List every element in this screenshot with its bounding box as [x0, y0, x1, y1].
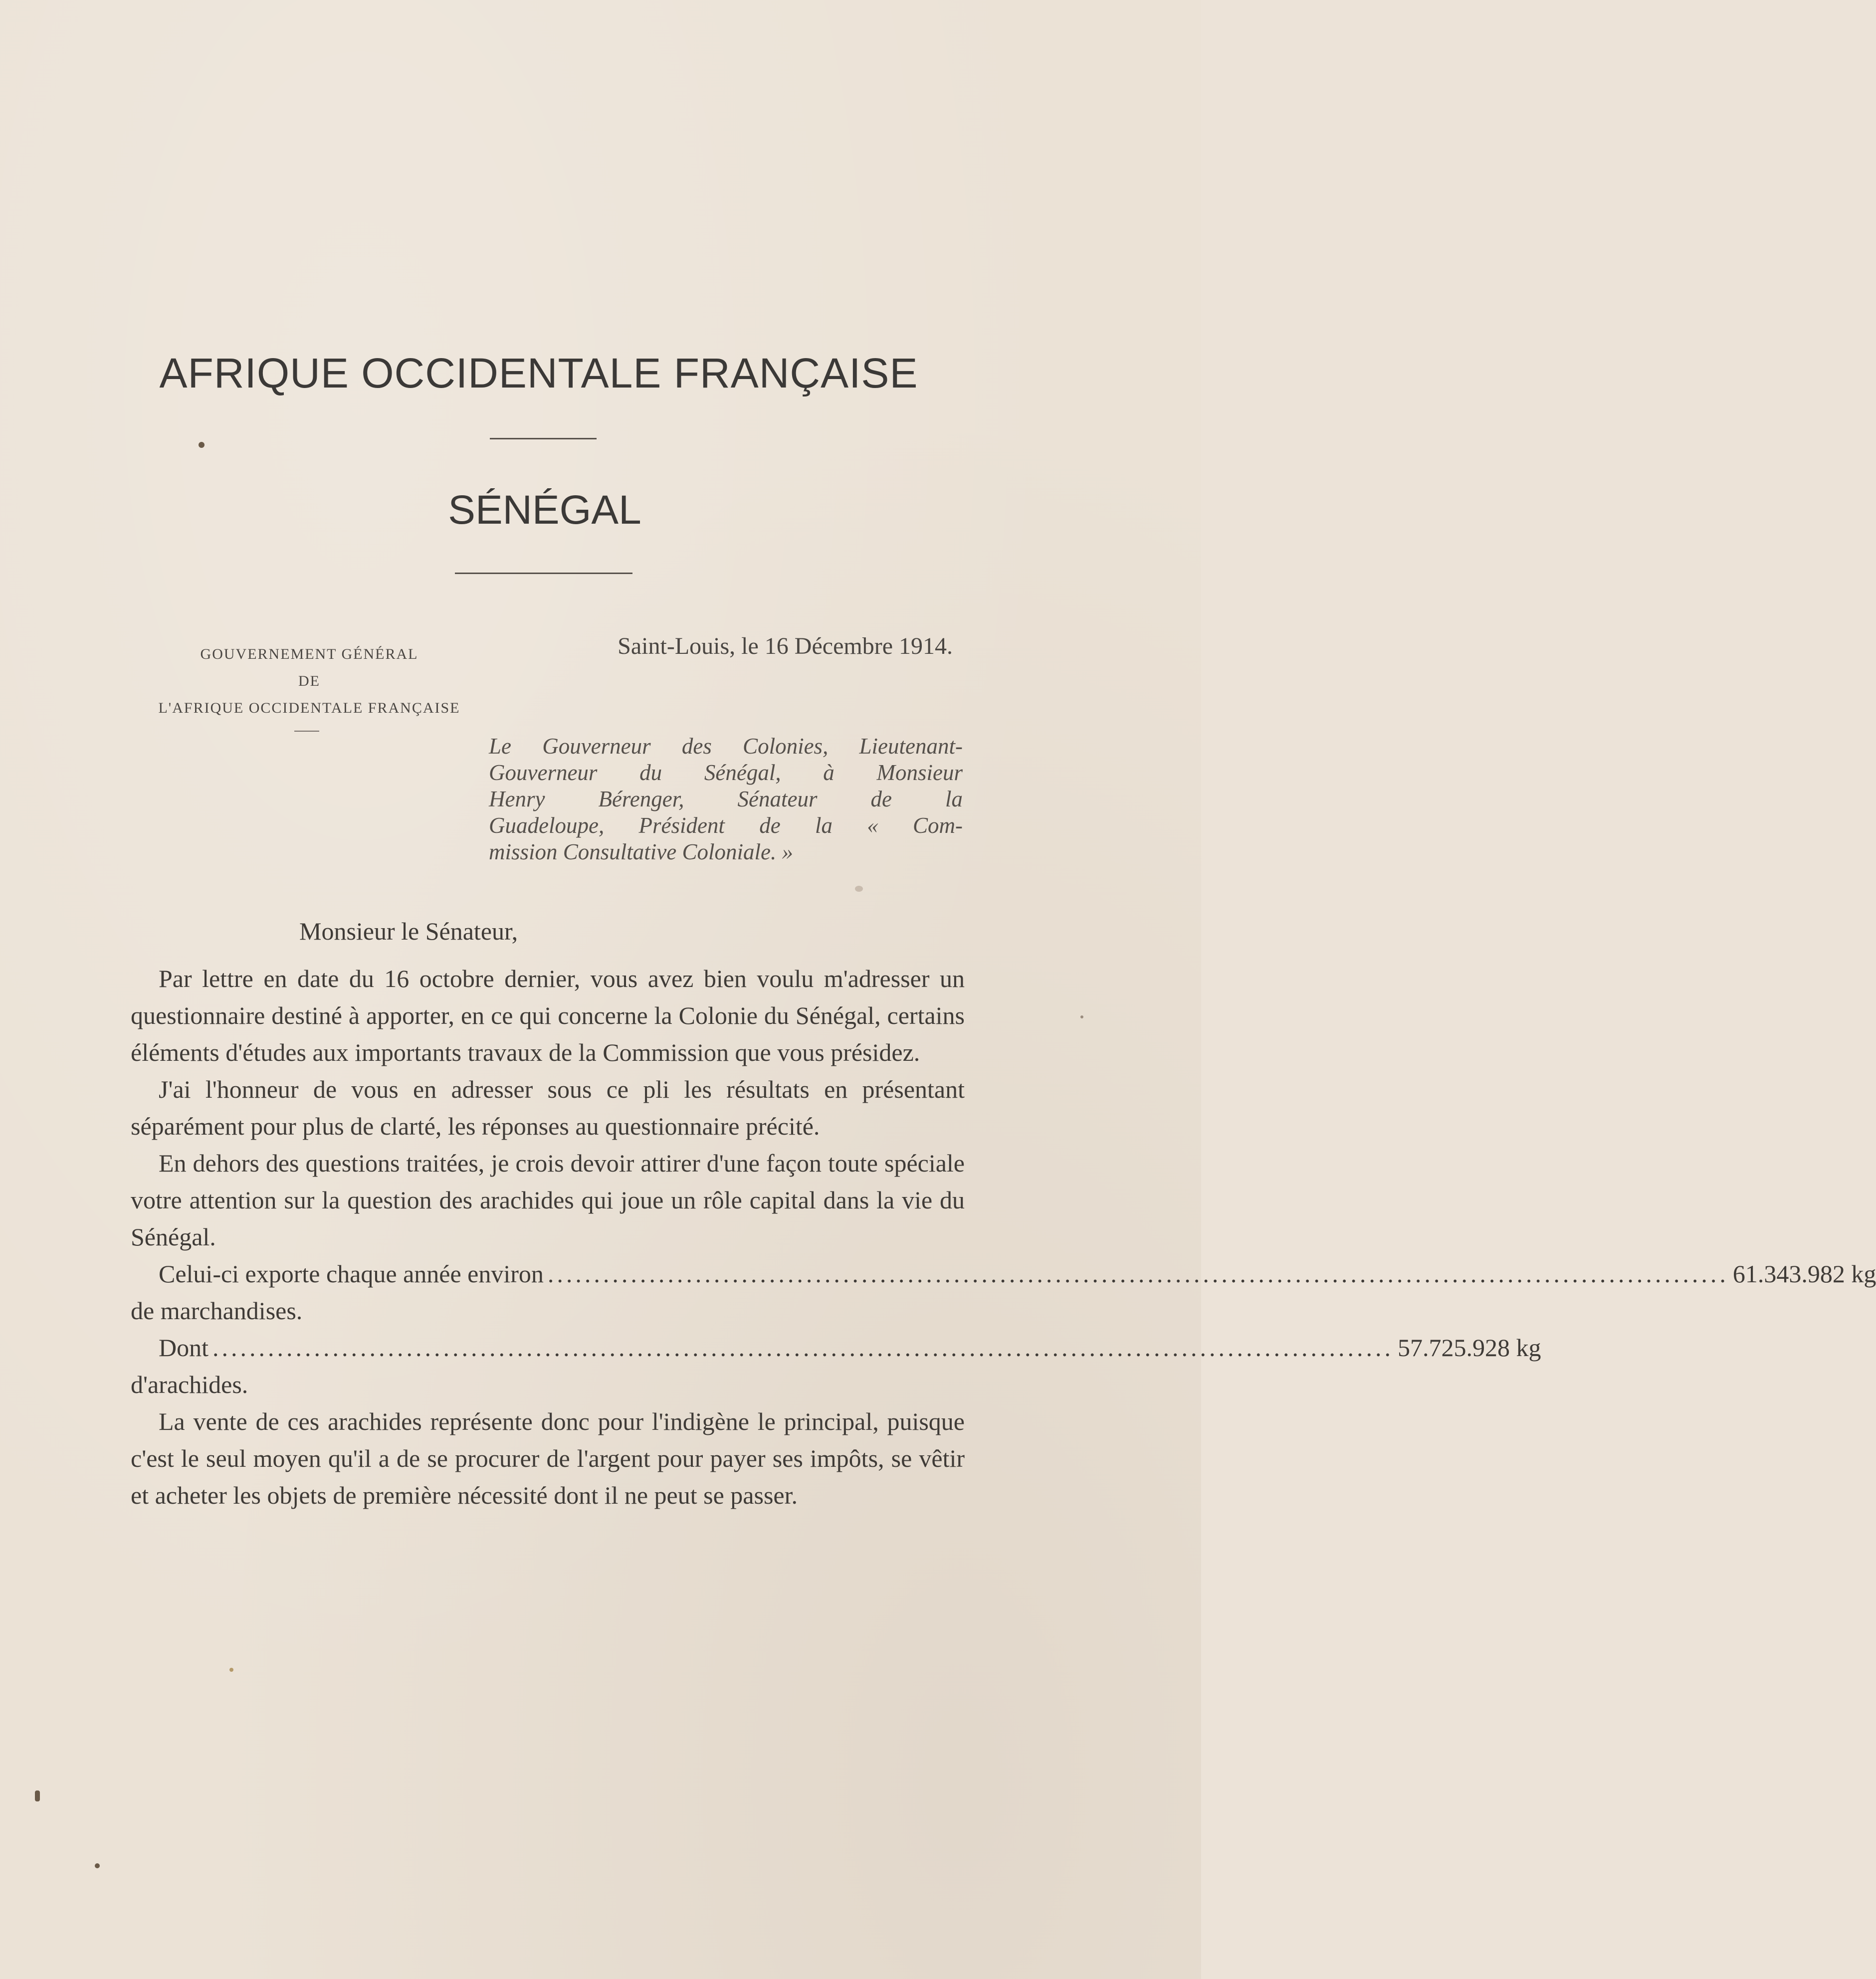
- paragraph-1: Par lettre en date du 16 octobre dernier, vous avez bien voulu m'adresser un questionnaire destiné à apporter, en ce qui concerne la Colonie du Sénégal, certains éléments d'études aux importants travaux de la Commission que vous présidez.: [131, 965, 965, 1066]
- issuer-line-1: GOUVERNEMENT GÉNÉRAL: [200, 646, 418, 662]
- paper-speck: [95, 1863, 100, 1868]
- addressee-line-2: Gouverneur du Sénégal, à Monsieur: [489, 760, 963, 785]
- document-subtitle: SÉNÉGAL: [448, 487, 641, 533]
- place-date: Saint-Louis, le 16 Décembre 1914.: [618, 633, 953, 659]
- paper-speck: [1080, 1015, 1083, 1018]
- export-value: 61.343.982 kg: [1732, 1260, 1876, 1288]
- issuer-block: [125, 641, 494, 722]
- export-label: Celui-ci exporte chaque année environ: [159, 1260, 544, 1288]
- export-continuation: de marchandises.: [131, 1297, 303, 1325]
- addressee-line-1: Le Gouverneur des Colonies, Lieutenant-: [489, 734, 963, 759]
- paragraph-4: La vente de ces arachides représente donc pour l'indigène le principal, puisque c'est le seul moyen qu'il a de se procurer de l'argent pour payer ses impôts, se vêtir et acheter les objets de première nécessité dont il ne peut se passer.: [131, 1407, 965, 1509]
- dont-row: [131, 1329, 1541, 1366]
- issuer-line-2: DE: [298, 673, 320, 689]
- paragraph-2: J'ai l'honneur de vous en adresser sous ce pli les résultats en présentant séparément pour plus de clarté, les réponses au questionnaire précité.: [131, 1075, 965, 1140]
- paper-speck: [855, 886, 863, 892]
- paper-speck: [35, 1790, 40, 1801]
- export-row: [131, 1255, 1876, 1292]
- title-rule: [490, 438, 597, 439]
- addressee-line-3: Henry Bérenger, Sénateur de la: [489, 787, 963, 811]
- addressee-line-5: mission Consultative Coloniale. »: [489, 839, 794, 864]
- dont-value: 57.725.928 kg: [1398, 1334, 1541, 1362]
- paragraph-3: En dehors des questions traitées, je crois devoir attirer d'une façon toute spéciale votre attention sur la question des arachides qui joue un rôle capital dans la vie du Sénégal.: [131, 1149, 965, 1251]
- export-leader: ................................................................................................................................: [547, 1260, 1729, 1288]
- dont-label: Dont: [159, 1334, 208, 1362]
- subtitle-rule: [455, 573, 632, 574]
- addressee-line-4: Guadeloupe, Président de la « Com-: [489, 813, 963, 838]
- letter-body: [131, 960, 1876, 1514]
- document-title: AFRIQUE OCCIDENTALE FRANÇAISE: [159, 350, 918, 396]
- issuer-dash: [294, 731, 319, 732]
- paper-speck: [229, 1668, 233, 1672]
- addressee-block: [489, 733, 963, 865]
- dont-leader: ................................................................................................................................: [212, 1334, 1394, 1362]
- salutation: Monsieur le Sénateur,: [299, 917, 518, 945]
- dont-continuation: d'arachides.: [131, 1371, 248, 1398]
- issuer-line-3: L'AFRIQUE OCCIDENTALE FRANÇAISE: [158, 700, 460, 716]
- paper-speck: [199, 442, 205, 448]
